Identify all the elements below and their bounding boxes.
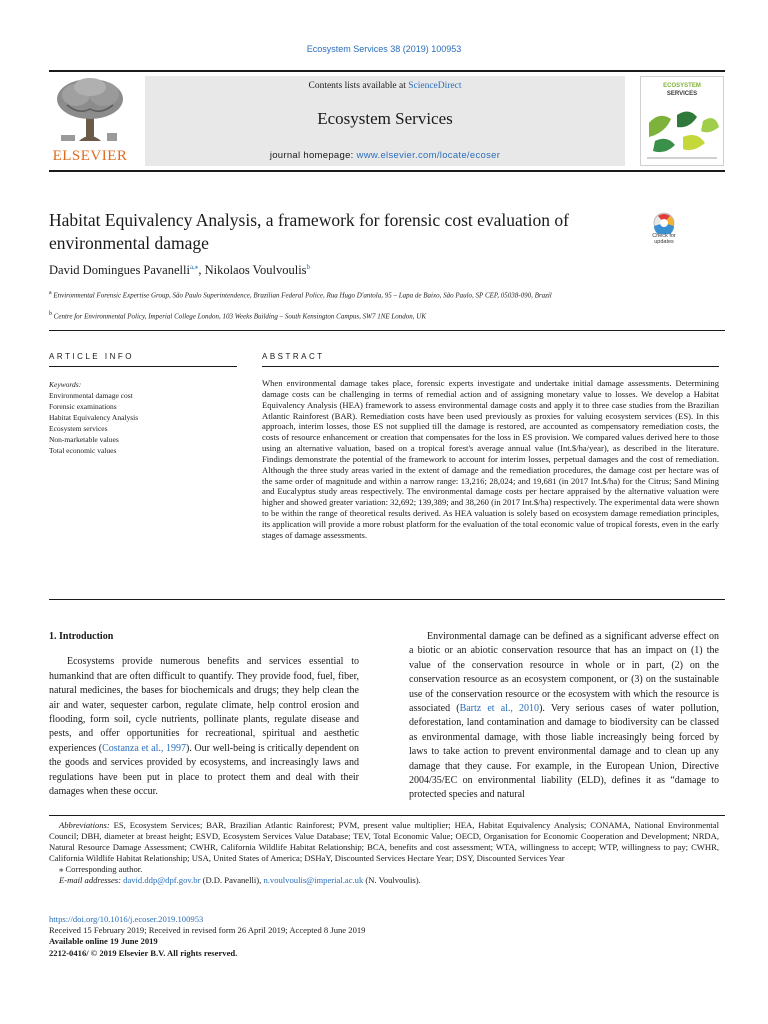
keywords-list <box>49 379 138 456</box>
sciencedirect-link[interactable]: ScienceDirect <box>408 81 462 91</box>
affiliation-text: Environmental Forensic Expertise Group, São Paulo Superintendence, Brazilian Federal Police, Rua Hugo D'antola, 95 – Lapa de Baixo, São Paulo, SP CEP, 05038-090, Brazil <box>51 291 552 300</box>
footnote-divider <box>49 815 725 816</box>
contents-line <box>145 81 625 91</box>
tree-logo-icon <box>49 75 131 147</box>
email-footnote <box>49 875 719 886</box>
abstract-divider <box>49 599 725 600</box>
affiliation-b <box>49 310 649 321</box>
affiliation-a <box>49 289 649 300</box>
email-heading: E-mail addresses: <box>59 875 121 885</box>
article-info-rule <box>49 366 237 367</box>
author-name: Nikolaos Voulvoulis <box>204 263 307 278</box>
author-name: David Domingues Pavanelli <box>49 263 190 278</box>
journal-banner <box>145 76 625 166</box>
keyword-item: Forensic examinations <box>49 402 117 411</box>
article-metadata <box>49 914 719 959</box>
reference-link[interactable]: Costanza et al., 1997 <box>102 742 186 754</box>
copyright-line: 2212-0416/ © 2019 Elsevier B.V. All rights reserved. <box>49 947 238 958</box>
crossmark-label <box>644 233 684 245</box>
abbreviations-heading: Abbreviations: <box>59 820 110 830</box>
abstract-label: ABSTRACT <box>262 352 325 361</box>
doi-link[interactable]: https://doi.org/10.1016/j.ecoser.2019.100953 <box>49 914 204 924</box>
article-info-label: ARTICLE INFO <box>49 352 134 361</box>
paragraph-text: ). Our well-being is critically dependent on the goods and services provided by ecosystems, and increasingly laws and regulations have been put in place to protect them and deal with their damages when these occur. <box>49 742 359 798</box>
contents-prefix: Contents lists available at <box>308 81 409 91</box>
keyword-item: Total economic values <box>49 446 117 455</box>
email-link[interactable]: david.ddp@dpf.gov.br <box>123 875 201 885</box>
reference-link[interactable]: Bartz et al., 2010 <box>459 703 540 715</box>
body-right-column <box>409 630 719 803</box>
section-heading: 1. Introduction <box>49 631 114 642</box>
body-paragraph <box>409 630 719 803</box>
available-online-date: Available online 19 June 2019 <box>49 936 158 947</box>
journal-cover[interactable] <box>640 76 724 166</box>
corresponding-author-note: ⁎ Corresponding author. <box>59 864 143 874</box>
journal-homepage-link[interactable]: www.elsevier.com/locate/ecoser <box>356 150 501 161</box>
paragraph-text: Ecosystems provide numerous benefits and services essential to humankind that are often difficult to quantify. They provide food, fuel, fiber, natural medicines, the bases for biochemicals and drugs; they help clean the air and water, sequester carbon, regulate climate, help control erosion and flooding, form soil, cycle nutrients, pollinate plants, regulate disease and pests, and offer opportunities for recreational, spiritual and aesthetic experiences ( <box>49 656 359 754</box>
journal-citation[interactable]: Ecosystem Services 38 (2019) 100953 <box>306 44 462 54</box>
body-left-column <box>49 630 359 799</box>
keyword-item: Ecosystem services <box>49 424 108 433</box>
cover-title-line1: ECOSYSTEM <box>663 83 701 89</box>
author-affiliation-marker[interactable]: a,⁎ <box>189 263 199 271</box>
footnotes <box>49 820 719 886</box>
homepage-prefix: journal homepage: <box>269 150 357 161</box>
affiliation-marker: b <box>49 311 52 317</box>
affiliation-text: Centre for Environmental Policy, Imperial College London, 103 Weeks Building – South Kensington Campus, SW7 1NE London, UK <box>51 312 427 321</box>
crossmark-label-line2: updates <box>654 239 674 245</box>
abbreviations-footnote <box>49 820 719 864</box>
author-affiliation-marker[interactable]: b <box>306 263 311 271</box>
banner-top-rule <box>49 70 725 72</box>
homepage-line <box>145 150 625 161</box>
body-paragraph <box>49 655 359 799</box>
article-title: Habitat Equivalency Analysis, a framework for forensic cost evaluation of environmental damage <box>49 210 569 253</box>
header-divider <box>49 330 725 331</box>
paragraph-text: Environmental damage can be defined as a significant adverse effect on a biotic or an abiotic conservation resource that has an impact on (1) the value of the conservation resource in whole or in part, (2) on the conservation resource as an ecosystem component, or (3) on the sustainable use of the conservation resource or the ecosystem with which the resource is associated ( <box>409 631 719 715</box>
affiliation-marker: a <box>49 290 52 296</box>
crossmark-icon <box>646 212 682 234</box>
cover-title-line2: SERVICES <box>666 91 698 97</box>
email-owner: (D.D. Pavanelli), <box>200 875 264 885</box>
keywords-heading: Keywords: <box>49 380 82 389</box>
author-separator: , <box>198 263 205 278</box>
abstract-text: When environmental damage takes place, forensic experts investigate and undertake initial damage assessments. Determining damage costs can be challenging in terms of remedial action and of assigning monetary value to losses. We develop a Habitat Equivalency Analysis (HEA) framework to assess environmental damage costs and apply it to three case studies from the Brazilian Atlantic Rainforest (BAR). Remediation costs have been used previously as proxies for valuing ecosystem services (ES). In this approach, interim losses, those ES not supplied till the damage is restored, are accounted as compensatory remediation costs, the costs of resource enhancement or creation that compensates for the loss in ES provision. We compared values derived here to those using an alternative valuation, based on a tropical forest's average annual value (Int.$/ha/year), as described in the literature. Findings demonstrate the potential of the framework to account for interim losses, perpetual damages and the cost of remediation. Although the three study areas varied in the extent of damage and the remediation procedures, the damage cost per hectare was of the same order of magnitude and within a narrow range: 13,216; 28,024; and 19,681 (in 2017 Int.$/ha) for the Citrus; Sand Mining and Eucalyptus study areas respectively. The environmental damage costs per hectare appraised by the alternative valuation were higher and showed greater variation: 32,692; 139,389; and 38,260 (in 2017 Int.$/ha) respectively. The experimental data were shown to be within the range of theoretical results derived. As HEA valuation is solely based on ecosystem damage remediation principles, its application will provide a more robust platform for the evaluation of the total economic value of tropical forests, even in the early stages of damage assessments. <box>262 378 720 540</box>
keyword-item: Non-marketable values <box>49 435 119 444</box>
paragraph-text: ). Very serious cases of water pollution, deforestation, land contamination and damage to biodiversity can be classed as environmental damage, with those liable increasingly being forced by laws to take action to prevent environmental damage and to clean up any damage that they cause. For example, in the European Union, Directive 2004/35/EC on environmental liability (ELD), defines it as “damage to protected species and natural <box>409 703 719 801</box>
abbreviations-text: ES, Ecosystem Services; BAR, Brazilian Atlantic Rainforest; PVM, present value multiplier; HEA, Habitat Equivalency Analysis; CONAMA, National Environmental Council; DBH, diameter at breast height; ESVD, Ecosystem Services Value Database; TEV, Total Economic Value; OECD, Organisation for Economic Cooperation and Development; NRDA, Natural Resource Damage Assessment; CWHR, California Wildlife Habitat Relationship; BCA, benefits and cost assessment; WTA, willingness to accept; WTP, willingness to pay; CWHR, California Wildlife Habitat Relationship; USA, United States of America; DSHaY, Discounted Services Hectare Year; DSY, Discounted Services Year <box>49 820 719 863</box>
check-for-updates-badge[interactable] <box>646 212 682 252</box>
crossmark-label-line1: Check for <box>652 233 676 239</box>
keyword-item: Habitat Equivalency Analysis <box>49 413 139 422</box>
keyword-item: Environmental damage cost <box>49 391 133 400</box>
publisher-name: ELSEVIER <box>52 148 128 164</box>
email-owner: (N. Voulvoulis). <box>363 875 421 885</box>
email-link[interactable]: n.voulvoulis@imperial.ac.uk <box>263 875 364 885</box>
received-dates: Received 15 February 2019; Received in revised form 26 April 2019; Accepted 8 June 2019 <box>49 925 366 936</box>
abstract-rule <box>262 366 719 367</box>
author-list <box>49 263 310 278</box>
banner-bottom-rule <box>49 170 725 172</box>
journal-name: Ecosystem Services <box>317 109 453 128</box>
